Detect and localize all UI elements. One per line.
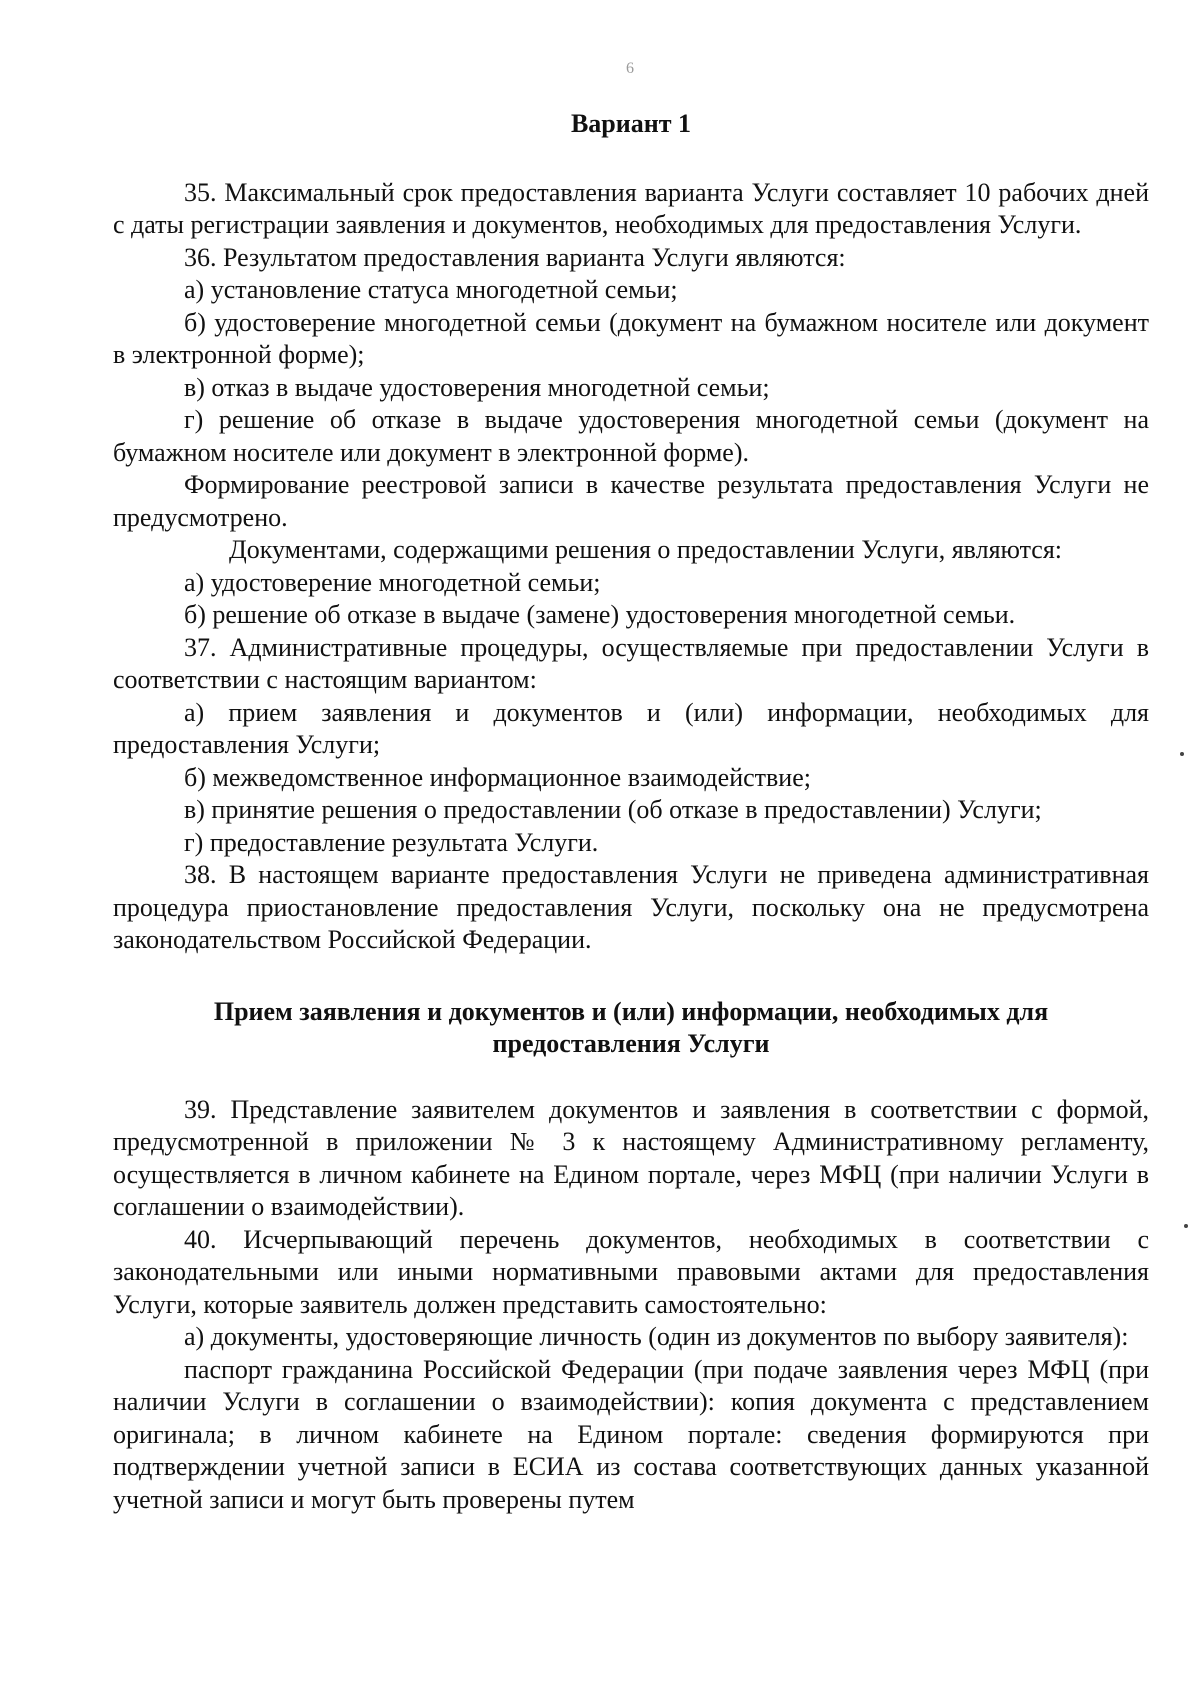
paragraph-36-b: б) удостоверение многодетной семьи (документ на бумажном носителе или документ в электронной форме); (113, 307, 1149, 369)
paragraph-37-g: г) предоставление результата Услуги. (184, 827, 599, 857)
paragraph-36-a: а) установление статуса многодетной семьи; (184, 275, 678, 304)
paragraph-37-a: а) прием заявления и документов и (или) информации, необходимых для предоставления Услуги; (113, 697, 1149, 759)
document-body (113, 108, 1149, 1516)
paragraph-36-v: в) отказ в выдаче удостоверения многодетной семьи; (184, 372, 770, 402)
section-heading-line-2: предоставления Услуги (492, 1029, 770, 1058)
scan-speck (1180, 752, 1184, 756)
paragraph-registry-record: Формирование реестровой записи в качестве результата предоставления Услуги не предусмотрено. (113, 470, 1149, 532)
page-number: 6 (626, 60, 634, 77)
paragraph-37-b: б) межведомственное информационное взаимодействие; (184, 762, 811, 792)
paragraph-passport: паспорт гражданина Российской Федерации (при подаче заявления через МФЦ (при наличии Услуги в соглашении о взаимодействии): копия документа с представлением оригинала; в личном кабинете на Едином портале: сведения формируются при подтверждении учетной записи в ЕСИА из состава соответствующих данных указанной учетной записи и могут быть проверены путем (113, 1354, 1149, 1514)
paragraph-39: 39. Представление заявителем документов и заявления в соответствии с формой, предусмотренной в приложении № 3 к настоящему Административному регламенту, осуществляется в личном кабинете на Едином портале, через МФЦ (при наличии Услуги в соглашении о взаимодействии). (113, 1094, 1149, 1221)
section-heading (113, 996, 1149, 1061)
paragraph-36: 36. Результатом предоставления варианта Услуги являются: (184, 242, 846, 272)
paragraph-decision-a: а) удостоверение многодетной семьи; (184, 567, 601, 597)
paragraph-35: 35. Максимальный срок предоставления варианта Услуги составляет 10 рабочих дней с даты регистрации заявления и документов, необходимых для предоставления Услуги. (113, 177, 1149, 239)
paragraph-decision-documents: Документами, содержащими решения о предоставлении Услуги, являются: (229, 535, 1063, 564)
paragraph-37: 37. Административные процедуры, осуществляемые при предоставлении Услуги в соответствии с настоящим вариантом: (113, 632, 1149, 694)
variant-1-section (113, 177, 1149, 957)
paragraph-36-g: г) решение об отказе в выдаче удостоверения многодетной семьи (документ на бумажном носителе или документ в электронной форме). (113, 405, 1149, 467)
paragraph-38: 38. В настоящем варианте предоставления Услуги не приведена административная процедура приостановление предоставления Услуги, поскольку она не предусмотрена законодательством Российской Федерации. (113, 860, 1149, 954)
variant-heading: Вариант 1 (570, 109, 692, 138)
scan-speck (1184, 1224, 1188, 1228)
paragraph-40-a: а) документы, удостоверяющие личность (один из документов по выбору заявителя): (184, 1322, 1129, 1351)
paragraph-decision-b: б) решение об отказе в выдаче (замене) удостоверения многодетной семьи. (184, 600, 1016, 629)
paragraph-37-v: в) принятие решения о предоставлении (об отказе в предоставлении) Услуги; (184, 795, 1042, 824)
section-heading-line-1: Прием заявления и документов и (или) информации, необходимых для (213, 996, 1049, 1026)
paragraph-40: 40. Исчерпывающий перечень документов, необходимых в соответствии с законодательными или иными нормативными правовыми актами для предоставления Услуги, которые заявитель должен представить самостоятельно: (113, 1224, 1149, 1319)
reception-section (113, 1094, 1149, 1517)
